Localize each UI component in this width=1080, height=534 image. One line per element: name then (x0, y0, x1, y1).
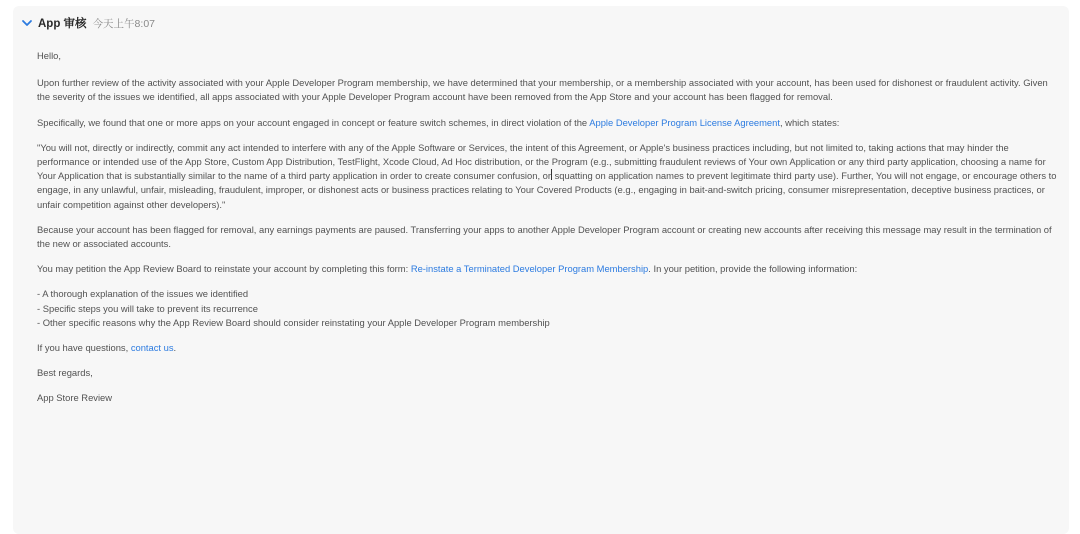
paragraph-petition-text: You may petition the App Review Board to reinstate your account by completing this form: (37, 263, 411, 275)
contact-us-link[interactable]: contact us (130, 342, 174, 354)
message-header[interactable] (21, 13, 155, 33)
chevron-down-icon[interactable] (21, 17, 33, 29)
signature: App Store Review (37, 392, 113, 404)
list-item: - Other specific reasons why the App Review Board should consider reinstating your Apple Developer Program membership (37, 316, 550, 328)
paragraph-questions (37, 341, 1057, 355)
greeting: Hello, (37, 50, 61, 61)
closing: Best regards, (37, 367, 93, 379)
reinstate-form-link[interactable]: Re-instate a Terminated Developer Program Membership (410, 263, 649, 275)
license-quote-part2: squatting on application names to prevent legitimate third party use). Further, You will not engage, or encourage others to engage, in any unlawful, unfair, misleading, fraudulent, improper, or dishonest acts or business practices relating to Your Covered Products (e.g., engaging in bait-and-switch pricing, consumer misrepresentation, deceptive business practices, or unfair competition against other developers)." (37, 170, 1057, 210)
paragraph-petition (37, 262, 1057, 276)
license-quote-part1: "You will not, directly or indirectly, commit any act intended to interfere with any of the Apple Software or Services, the intent of this Agreement, or Apple's business practices including, but not limited to, taking actions that may hinder the performance or intended use of the App Store, Custom App Distribution, TestFlight, Xcode Cloud, Ad Hoc distribution, or the Program (e.g., submitting fraudulent reviews of Your own Application or any third party application, choosing a name for Your Application that is substantially similar to the name of a third party application in order to create consumer confusion, or (37, 141, 1046, 182)
message-time: 今天上午8:07 (92, 17, 155, 30)
paragraph-payments: Because your account has been flagged for removal, any earnings payments are paused. Transferring your apps to another Apple Developer Program account or creating new accounts after receiving this message may result in the termination of the new or associated accounts. (37, 223, 1052, 250)
paragraph-questions-tail: . (173, 342, 177, 354)
license-agreement-link[interactable]: Apple Developer Program License Agreement (589, 116, 780, 128)
petition-requirements-list (37, 287, 1057, 330)
paragraph-violation (37, 116, 1057, 130)
list-item: - Specific steps you will take to prevent its recurrence (37, 302, 258, 314)
list-item: - A thorough explanation of the issues we identified (37, 288, 249, 300)
paragraph-petition-tail: . In your petition, provide the following information: (648, 263, 858, 275)
message-panel (13, 6, 1069, 534)
message-body (37, 49, 1057, 406)
paragraph-violation-text: Specifically, we found that one or more apps on your account engaged in concept or feature switch schemes, in direct violation of the (37, 116, 590, 128)
paragraph-questions-text: If you have questions, (37, 342, 131, 354)
paragraph-review: Upon further review of the activity associated with your Apple Developer Program membership, we have determined that your membership, or a membership associated with your account, has been used for dishonest or fraudulent activity. Given the severity of the issues we identified, all apps associated with your Apple Developer Program account have been removed from the App Store and your account has been flagged for removal. (37, 77, 1048, 103)
license-quote (37, 141, 1057, 212)
paragraph-violation-tail: , which states: (779, 116, 840, 128)
sender-name: App 审核 (38, 18, 87, 30)
